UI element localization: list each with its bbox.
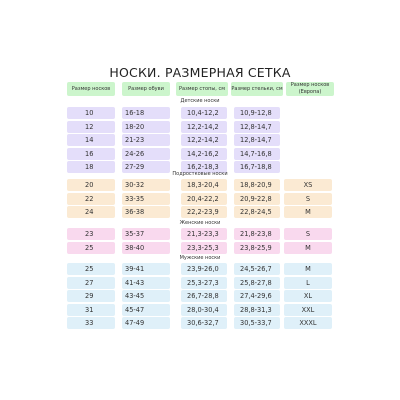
table-cell: 23	[67, 228, 115, 240]
table-cell: M	[284, 206, 332, 218]
table-cell: 12	[67, 121, 115, 133]
table-cell: 10,4-12,2	[181, 107, 227, 119]
table-cell: 30,5-33,7	[234, 317, 280, 329]
table-cell: 24,5-26,7	[234, 263, 280, 275]
table-cell: 31	[67, 304, 115, 316]
table-cell	[284, 121, 332, 133]
table-cell: 47-49	[122, 317, 170, 329]
section-label: Подростковые носки	[172, 171, 228, 177]
table-cell: XXL	[284, 304, 332, 316]
table-cell: 20	[67, 179, 115, 191]
header-insole-size: Размер стельки, см	[231, 82, 283, 96]
table-cell: S	[284, 193, 332, 205]
table-cell	[284, 107, 332, 119]
table-cell: 27,4-29,6	[234, 290, 280, 302]
table-cell: XXXL	[284, 317, 332, 329]
table-cell: 33-35	[122, 193, 170, 205]
table-cell: 30-32	[122, 179, 170, 191]
table-cell: 21,8-23,8	[234, 228, 280, 240]
table-cell: 14,2-16,2	[181, 148, 227, 160]
table-cell: 12,8-14,7	[234, 121, 280, 133]
table-cell: 16	[67, 148, 115, 160]
table-cell: 45-47	[122, 304, 170, 316]
table-cell: 18,8-20,9	[234, 179, 280, 191]
header-foot-size: Размер стопы, см	[176, 82, 228, 96]
table-cell: 25	[67, 263, 115, 275]
table-cell: 29	[67, 290, 115, 302]
table-cell: 12,2-14,2	[181, 134, 227, 146]
table-cell: 23,8-25,9	[234, 242, 280, 254]
table-cell: 24	[67, 206, 115, 218]
table-cell	[284, 148, 332, 160]
table-cell: 20,9-22,8	[234, 193, 280, 205]
section-label: Мужские носки	[179, 255, 221, 261]
table-cell: 35-37	[122, 228, 170, 240]
table-cell: 18-20	[122, 121, 170, 133]
table-cell: 16,7-18,8	[234, 161, 280, 173]
table-cell: 36-38	[122, 206, 170, 218]
table-cell: 25,8-27,8	[234, 277, 280, 289]
table-cell: 23,9-26,0	[181, 263, 227, 275]
table-cell: 24-26	[122, 148, 170, 160]
table-cell: 12,8-14,7	[234, 134, 280, 146]
table-cell: 22	[67, 193, 115, 205]
table-cell: 26,7-28,8	[181, 290, 227, 302]
table-cell: 28,0-30,4	[181, 304, 227, 316]
table-cell	[284, 134, 332, 146]
table-cell: 18	[67, 161, 115, 173]
section-label: Детские носки	[180, 98, 220, 104]
table-cell: XS	[284, 179, 332, 191]
table-cell: L	[284, 277, 332, 289]
table-cell: 20,4-22,2	[181, 193, 227, 205]
table-cell: 23,3-25,3	[181, 242, 227, 254]
table-cell: 16,2-18,3	[181, 161, 227, 173]
table-cell: M	[284, 263, 332, 275]
header-sock-size: Размер носков	[67, 82, 115, 96]
table-cell: 10	[67, 107, 115, 119]
page-title: НОСКИ. РАЗМЕРНАЯ СЕТКА	[109, 65, 291, 80]
table-cell: 39-41	[122, 263, 170, 275]
table-cell: 30,6-32,7	[181, 317, 227, 329]
table-cell: 14	[67, 134, 115, 146]
header-shoe-size: Размер обуви	[122, 82, 170, 96]
table-cell: 33	[67, 317, 115, 329]
table-cell: 25,3-27,3	[181, 277, 227, 289]
table-cell: 25	[67, 242, 115, 254]
table-cell: XL	[284, 290, 332, 302]
table-cell: 28,8-31,3	[234, 304, 280, 316]
table-cell: S	[284, 228, 332, 240]
section-label: Женские носки	[179, 220, 221, 226]
table-cell: 14,7-16,8	[234, 148, 280, 160]
table-cell: M	[284, 242, 332, 254]
table-cell: 27	[67, 277, 115, 289]
table-cell: 38-40	[122, 242, 170, 254]
table-cell: 12,2-14,2	[181, 121, 227, 133]
table-cell: 16-18	[122, 107, 170, 119]
table-cell: 21,3-23,3	[181, 228, 227, 240]
header-eu-size: Размер носков (Европа)	[286, 82, 334, 96]
table-cell: 22,8-24,5	[234, 206, 280, 218]
table-cell: 10,9-12,8	[234, 107, 280, 119]
table-cell: 18,3-20,4	[181, 179, 227, 191]
table-cell: 22,2-23,9	[181, 206, 227, 218]
table-cell: 21-23	[122, 134, 170, 146]
table-cell: 41-43	[122, 277, 170, 289]
table-cell: 27-29	[122, 161, 170, 173]
table-cell: 43-45	[122, 290, 170, 302]
